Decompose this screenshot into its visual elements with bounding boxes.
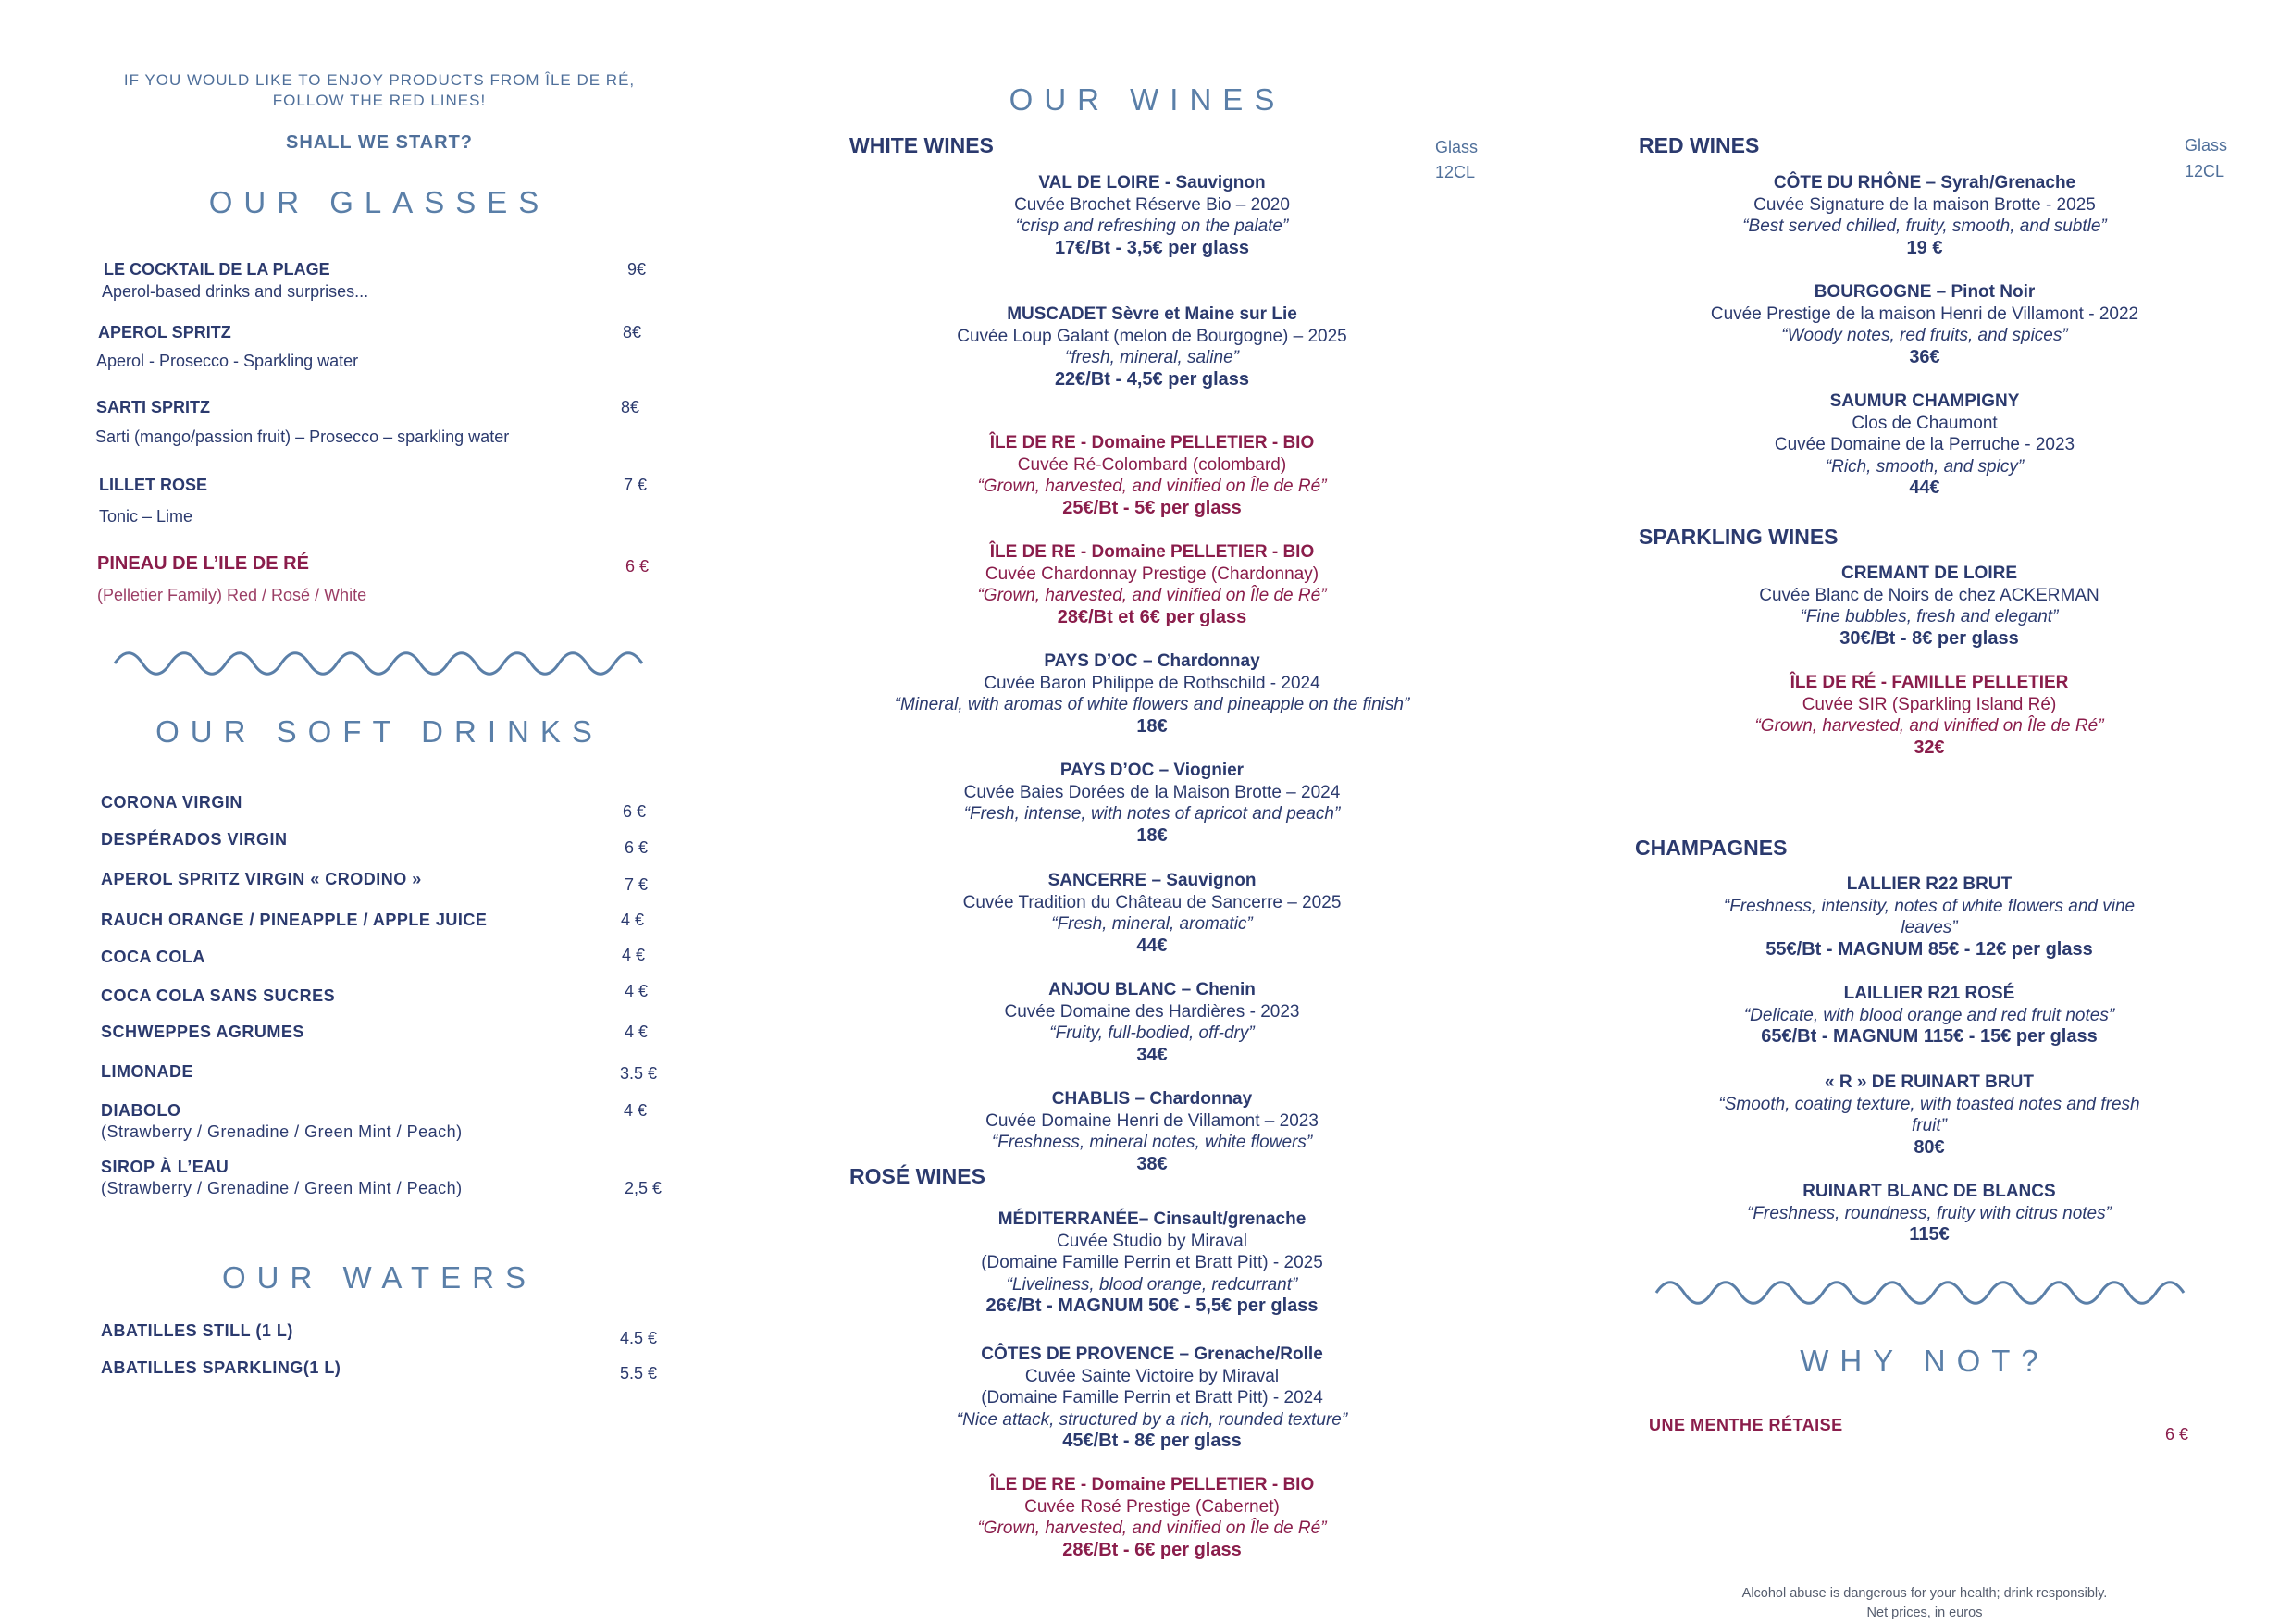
wine-name: PAYS D’OC – Viognier: [1059, 761, 1245, 780]
sparkling-wines-title: SPARKLING WINES: [1639, 525, 1839, 549]
wine-cuvee-2: (Domaine Famille Perrin et Bratt Pitt) - 2025: [981, 1253, 1323, 1272]
water-item-price: 4.5 €: [620, 1329, 658, 1347]
wine-item: [1647, 391, 2202, 500]
wine-price: 17€/Bt - 3,5€ per glass: [1054, 237, 1250, 258]
wine-note: “Woody notes, red fruits, and spices”: [1781, 326, 2068, 345]
wine-price: 44€: [1909, 477, 1940, 498]
soft-drinks-title: OUR SOFT DRINKS: [155, 714, 603, 749]
soft-item-price: 6 €: [625, 838, 649, 857]
wine-name: « R » DE RUINART BRUT: [1825, 1072, 2034, 1092]
wine-price: 19 €: [1906, 237, 1943, 258]
soft-item-name: COCA COLA SANS SUCRES: [101, 986, 336, 1005]
wine-cuvee: Cuvée SIR (Sparkling Island Ré): [1802, 694, 2057, 714]
wine-item: [814, 760, 1490, 847]
wine-price: 38€: [1136, 1153, 1168, 1174]
wine-name: CÔTES DE PROVENCE – Grenache/Rolle: [981, 1345, 1323, 1364]
glass-item-desc-local: (Pelletier Family) Red / Rosé / White: [97, 586, 367, 604]
rose-wines-title: ROSÉ WINES: [849, 1164, 985, 1188]
wine-item: [814, 870, 1490, 957]
wine-note-2: fruit”: [1912, 1116, 1947, 1135]
glass-item-price: 8€: [623, 323, 642, 341]
wine-note: “Grown, harvested, and vinified on Île de Ré”: [977, 1519, 1327, 1538]
intro-line-2: FOLLOW THE RED LINES!: [272, 92, 487, 109]
wine-note: “Freshness, roundness, fruity with citrus notes”: [1747, 1203, 2112, 1223]
wine-name: CHABLIS – Chardonnay: [1051, 1089, 1253, 1109]
wine-price: 55€/Bt - MAGNUM 85€ - 12€ per glass: [1765, 938, 2093, 960]
wine-cuvee: Cuvée Sainte Victoire by Miraval: [1024, 1366, 1280, 1386]
wine-name: BOURGOGNE – Pinot Noir: [1814, 282, 2036, 302]
water-item-name: ABATILLES SPARKLING(1 L): [101, 1358, 341, 1377]
footer-line-2: Net prices, in euros: [1866, 1605, 1983, 1620]
glass-item-name: LILLET ROSE: [99, 476, 207, 494]
wine-name: SAUMUR CHAMPIGNY: [1829, 391, 2020, 411]
wine-name: LAILLIER R21 ROSÉ: [1843, 984, 2015, 1003]
wine-cuvee: Cuvée Signature de la maison Brotte - 2025: [1753, 194, 2096, 215]
wine-note: “Nice attack, structured by a rich, rounded texture”: [956, 1409, 1348, 1430]
soft-item-price: 4 €: [625, 1023, 649, 1041]
wine-item: [1656, 563, 2202, 650]
wine-note: “Fresh, mineral, aromatic”: [1051, 914, 1253, 934]
wine-item: [814, 1474, 1490, 1561]
wine-price: 18€: [1136, 824, 1168, 846]
wine-name: SANCERRE – Sauvignon: [1047, 871, 1257, 890]
glasses-title: OUR GLASSES: [208, 185, 551, 219]
wine-cuvee-2: (Domaine Famille Perrin et Bratt Pitt) - 2024: [981, 1388, 1323, 1407]
glass-item-name: SARTI SPRITZ: [96, 398, 211, 416]
soft-item-name: SIROP À L’EAU: [101, 1158, 229, 1176]
glass-item-price: 9€: [627, 260, 647, 279]
soft-item-name: CORONA VIRGIN: [101, 793, 242, 812]
soft-item-price: 4 €: [621, 911, 645, 929]
wine-cuvee: Cuvée Baies Dorées de la Maison Brotte – 2024: [963, 782, 1341, 802]
wine-price: 36€: [1909, 346, 1940, 367]
champagnes-title: CHAMPAGNES: [1635, 836, 1788, 860]
wine-note: “Rich, smooth, and spicy”: [1825, 456, 2025, 477]
wine-price: 28€/Bt et 6€ per glass: [1057, 606, 1247, 627]
wine-name: MUSCADET Sèvre et Maine sur Lie: [1007, 304, 1297, 324]
wine-cuvee: Cuvée Tradition du Château de Sancerre – 2025: [962, 892, 1342, 912]
wine-cuvee: Cuvée Ré-Colombard (colombard): [1017, 454, 1287, 475]
soft-item-name: COCA COLA: [101, 948, 205, 966]
wine-note: “crisp and refreshing on the palate”: [1015, 217, 1289, 236]
wines-title: OUR WINES: [1009, 82, 1286, 117]
wine-item: [814, 1344, 1490, 1453]
wine-cuvee: Cuvée Domaine des Hardières - 2023: [1004, 1001, 1300, 1022]
wine-name: CÔTE DU RHÔNE – Syrah/Grenache: [1773, 173, 2076, 192]
why-not-item: UNE MENTHE RÉTAISE: [1649, 1416, 1843, 1434]
glass-item-name: APEROL SPRITZ: [98, 323, 231, 341]
glass-size: 12CL: [1435, 163, 1476, 181]
wine-note: “Delicate, with blood orange and red fruit notes”: [1743, 1005, 2115, 1025]
glass-item-price-local: 6 €: [625, 557, 650, 576]
glass-item-desc: Sarti (mango/passion fruit) – Prosecco – sparkling water: [95, 428, 510, 446]
glass-item-desc: Aperol - Prosecco - Sparkling water: [96, 352, 359, 370]
wine-name: MÉDITERRANÉE– Cinsault/grenache: [997, 1209, 1307, 1229]
soft-item-price: 4 €: [624, 1101, 648, 1120]
glass-item-desc: Aperol-based drinks and surprises...: [102, 282, 369, 301]
wine-name: VAL DE LOIRE - Sauvignon: [1038, 173, 1266, 192]
why-not-title: WHY NOT?: [1800, 1344, 2050, 1378]
wine-item: [1666, 874, 2193, 961]
soft-item-name: RAUCH ORANGE / PINEAPPLE / APPLE JUICE: [101, 911, 488, 929]
soft-item-name: DIABOLO: [101, 1101, 181, 1120]
wine-price: 18€: [1136, 715, 1168, 737]
wine-name: ÎLE DE RE - Domaine PELLETIER - BIO: [989, 1475, 1315, 1494]
wine-item: [1666, 983, 2193, 1048]
soft-item-name: DESPÉRADOS VIRGIN: [101, 830, 288, 849]
wine-item: [1666, 1072, 2193, 1159]
soft-item-name: SCHWEPPES AGRUMES: [101, 1023, 304, 1041]
wine-price: 45€/Bt - 8€ per glass: [1062, 1431, 1242, 1451]
red-wines-title: RED WINES: [1639, 133, 1760, 157]
wine-note: “Smooth, coating texture, with toasted notes and fresh: [1718, 1094, 2140, 1114]
wine-item: [814, 172, 1490, 259]
soft-item-sub: (Strawberry / Grenadine / Green Mint / Peach): [101, 1179, 463, 1197]
footer: [1638, 1584, 2211, 1623]
wine-name: ÎLE DE RE - Domaine PELLETIER - BIO: [989, 542, 1315, 562]
glass-item-price: 7 €: [624, 476, 648, 494]
wine-name: ÎLE DE RE - Domaine PELLETIER - BIO: [989, 433, 1315, 452]
soft-item-name: APEROL SPRITZ VIRGIN « CRODINO »: [101, 870, 422, 888]
wine-price: 26€/Bt - MAGNUM 50€ - 5,5€ per glass: [985, 1295, 1319, 1316]
wine-price: 80€: [1914, 1136, 1945, 1158]
wine-name: LALLIER R22 BRUT: [1846, 874, 2013, 894]
soft-item-price: 3.5 €: [620, 1064, 658, 1083]
intro-text: [111, 70, 648, 111]
soft-item-price: 4 €: [622, 946, 646, 964]
wine-item: [814, 1209, 1490, 1318]
wine-cuvee-2: Cuvée Domaine de la Perruche - 2023: [1774, 435, 2075, 454]
wine-item: [1666, 1181, 2193, 1246]
wine-price: 30€/Bt - 8€ per glass: [1839, 627, 2019, 649]
shall-we-start: SHALL WE START?: [285, 132, 474, 153]
wine-note: “Mineral, with aromas of white flowers and pineapple on the finish”: [894, 695, 1410, 714]
soft-item-name: LIMONADE: [101, 1062, 193, 1081]
wine-name: PAYS D’OC – Chardonnay: [1044, 651, 1260, 671]
glass-item-name-local: PINEAU DE L’ILE DE RÉ: [97, 553, 309, 574]
wine-price: 25€/Bt - 5€ per glass: [1062, 497, 1242, 518]
wine-note: “fresh, mineral, saline”: [1065, 348, 1239, 367]
wine-cuvee: Cuvée Studio by Miraval: [1057, 1231, 1247, 1251]
wine-cuvee: Cuvée Brochet Réserve Bio – 2020: [1014, 194, 1290, 215]
wine-note-2: leaves”: [1901, 918, 1958, 937]
wine-name: ANJOU BLANC – Chenin: [1048, 980, 1256, 999]
wine-name: CREMANT DE LOIRE: [1841, 564, 2017, 583]
why-not-price: 6 €: [2165, 1425, 2189, 1444]
waters-title: OUR WATERS: [222, 1260, 537, 1295]
glass-item-desc: Tonic – Lime: [99, 507, 193, 526]
glass-item-name: LE COCKTAIL DE LA PLAGE: [104, 260, 330, 279]
wine-note: “Grown, harvested, and vinified on Île de Ré”: [977, 477, 1327, 496]
water-item-price: 5.5 €: [620, 1364, 658, 1382]
soft-item-price: 2,5 €: [625, 1179, 663, 1197]
glass-item-price: 8€: [621, 398, 640, 416]
wine-cuvee: Cuvée Rosé Prestige (Cabernet): [1024, 1496, 1280, 1517]
wine-cuvee: Cuvée Prestige de la maison Henri de Villamont - 2022: [1710, 304, 2139, 324]
wine-item: [814, 1088, 1490, 1175]
wine-price: 44€: [1136, 935, 1168, 956]
wine-item: [814, 979, 1490, 1066]
wine-note: “Fruity, full-bodied, off-dry”: [1049, 1023, 1255, 1043]
glass-label: Glass: [2185, 136, 2228, 155]
wine-price: 34€: [1136, 1044, 1168, 1065]
wine-note: “Grown, harvested, and vinified on Île de Ré”: [977, 586, 1327, 605]
soft-item-sub: (Strawberry / Grenadine / Green Mint / Peach): [101, 1122, 463, 1141]
wine-item: [814, 432, 1490, 519]
wine-item: [814, 304, 1490, 391]
glass-label: Glass: [1435, 138, 1479, 156]
wine-cuvee: Cuvée Loup Galant (melon de Bourgogne) – 2025: [957, 326, 1347, 346]
wine-price: 65€/Bt - MAGNUM 115€ - 15€ per glass: [1761, 1026, 2098, 1047]
soft-item-price: 6 €: [623, 802, 647, 821]
wine-price: 115€: [1909, 1224, 1950, 1245]
glass-size: 12CL: [2185, 162, 2225, 180]
wine-name: ÎLE DE RÉ - FAMILLE PELLETIER: [1790, 673, 2069, 692]
wine-note: “Fine bubbles, fresh and elegant”: [1800, 607, 2059, 626]
wine-item: [1647, 172, 2202, 259]
wine-note: “Fresh, intense, with notes of apricot and peach”: [963, 804, 1341, 824]
white-wines-title: WHITE WINES: [849, 133, 994, 157]
soft-item-price: 7 €: [625, 875, 649, 894]
wine-name: RUINART BLANC DE BLANCS: [1802, 1182, 2056, 1201]
wine-cuvee: Clos de Chaumont: [1852, 413, 1998, 433]
wine-item: [1647, 281, 2202, 368]
wine-note: “Freshness, mineral notes, white flowers”: [991, 1133, 1313, 1152]
wine-item: [1656, 672, 2202, 759]
wine-item: [814, 651, 1490, 738]
soft-item-price: 4 €: [625, 982, 649, 1000]
glass-item-0: [104, 260, 330, 279]
wine-price: 22€/Bt - 4,5€ per glass: [1054, 368, 1250, 390]
wine-note: “Liveliness, blood orange, redcurrant”: [1006, 1274, 1298, 1295]
wave-divider-icon: [113, 648, 644, 679]
intro-line-1: IF YOU WOULD LIKE TO ENJOY PRODUCTS FROM ÎLE DE RÉ,: [123, 71, 636, 89]
wine-note: “Best served chilled, fruity, smooth, and subtle”: [1742, 217, 2107, 236]
wave-divider-icon: [1654, 1277, 2186, 1308]
wine-price: 28€/Bt - 6€ per glass: [1062, 1539, 1242, 1560]
wine-cuvee: Cuvée Chardonnay Prestige (Chardonnay): [985, 564, 1319, 584]
wine-cuvee: Cuvée Baron Philippe de Rothschild - 2024: [984, 673, 1320, 693]
water-item-name: ABATILLES STILL (1 L): [101, 1321, 293, 1340]
footer-line-1: Alcohol abuse is dangerous for your health; drink responsibly.: [1741, 1586, 2108, 1601]
wine-cuvee: Cuvée Blanc de Noirs de chez ACKERMAN: [1759, 585, 2099, 605]
wine-cuvee: Cuvée Domaine Henri de Villamont – 2023: [985, 1110, 1319, 1131]
wine-note: “Grown, harvested, and vinified on Île de Ré”: [1754, 716, 2104, 736]
wine-price: 32€: [1914, 737, 1945, 758]
wine-item: [814, 541, 1490, 628]
wine-note: “Freshness, intensity, notes of white flowers and vine: [1723, 896, 2136, 916]
